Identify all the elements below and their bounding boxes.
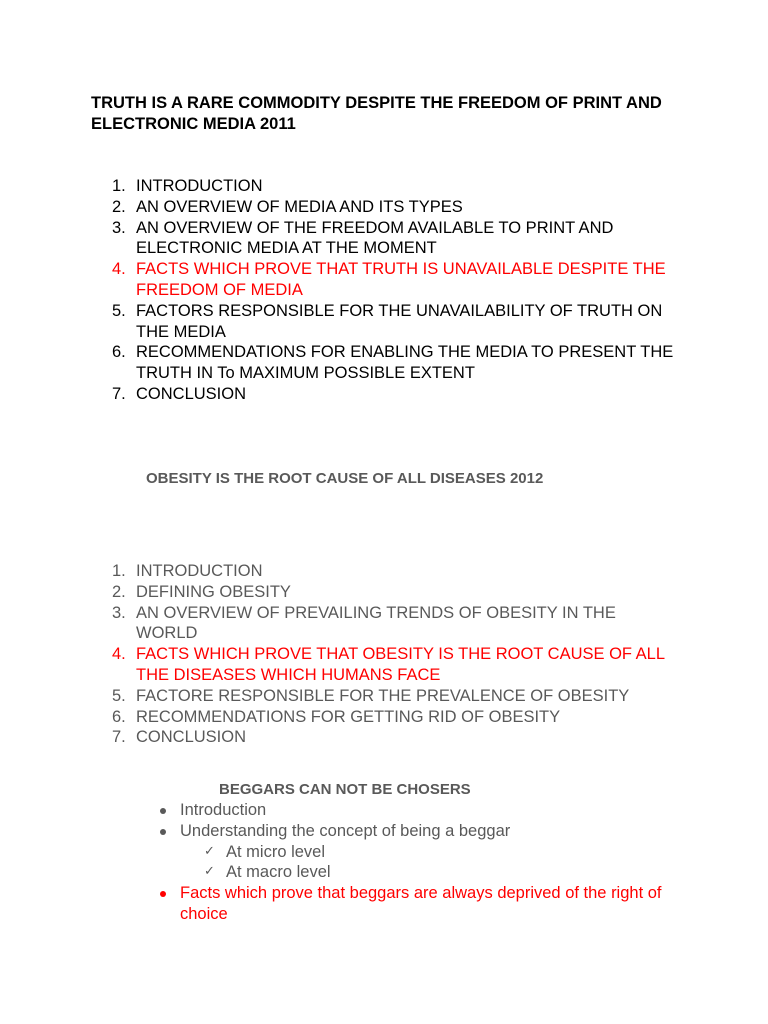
outline-obesity (0, 561, 676, 748)
list-item: 6. RECOMMENDATIONS FOR GETTING RID OF OBESITY (112, 707, 561, 726)
list-item: 5. FACTORS RESPONSIBLE FOR THE UNAVAILABILITY OF TRUTH ON THE MEDIA (112, 301, 663, 341)
list-item: 2. AN OVERVIEW OF MEDIA AND ITS TYPES (112, 197, 463, 216)
list-item: 7. CONCLUSION (112, 728, 247, 747)
list-item: 1. INTRODUCTION (112, 177, 263, 195)
checkmark-icon: ✓ (204, 864, 215, 880)
sub-bullet-item: ✓ At macro level (204, 863, 331, 882)
essay-title-obesity: OBESITY IS THE ROOT CAUSE OF ALL DISEASES 2012 (146, 470, 544, 487)
bullet-item-highlighted: Facts which prove that beggars are always deprived of the right of choice (0, 883, 680, 925)
bullet-item: Introduction (0, 800, 680, 821)
checkmark-icon: ✓ (204, 843, 215, 859)
outline-beggars (0, 800, 726, 925)
bullet-item: Understanding the concept of being a beggar (0, 821, 680, 842)
sub-bullet-item: ✓ At micro level (204, 842, 326, 861)
list-item: 6. RECOMMENDATIONS FOR ENABLING THE MEDIA TO PRESENT THE TRUTH IN To MAXIMUM POSSIBLE EXTENT (112, 343, 674, 383)
outline-truth (0, 176, 676, 405)
essay-title-beggars: BEGGARS CAN NOT BE CHOSERS (219, 781, 471, 798)
list-item: 5. FACTORE RESPONSIBLE FOR THE PREVALENCE OF OBESITY (112, 686, 630, 705)
bullet-icon (160, 891, 166, 897)
essay-title-truth: TRUTH IS A RARE COMMODITY DESPITE THE FREEDOM OF PRINT AND ELECTRONIC MEDIA 2011 (91, 94, 662, 133)
list-item: 3. AN OVERVIEW OF PREVAILING TRENDS OF OBESITY IN THE WORLD (112, 603, 616, 643)
list-item: 2. DEFINING OBESITY (112, 582, 291, 601)
list-item-highlighted: 4. FACTS WHICH PROVE THAT TRUTH IS UNAVAILABLE DESPITE THE FREEDOM OF MEDIA (112, 260, 666, 299)
list-item: 1. INTRODUCTION (112, 562, 263, 580)
list-item-highlighted: 4. FACTS WHICH PROVE THAT OBESITY IS THE ROOT CAUSE OF ALL THE DISEASES WHICH HUMANS FACE (112, 645, 665, 684)
list-item: 7. CONCLUSION (112, 384, 247, 403)
bullet-icon (160, 829, 166, 835)
list-item: 3. AN OVERVIEW OF THE FREEDOM AVAILABLE TO PRINT AND ELECTRONIC MEDIA AT THE MOMENT (112, 218, 614, 258)
bullet-icon (160, 808, 166, 814)
